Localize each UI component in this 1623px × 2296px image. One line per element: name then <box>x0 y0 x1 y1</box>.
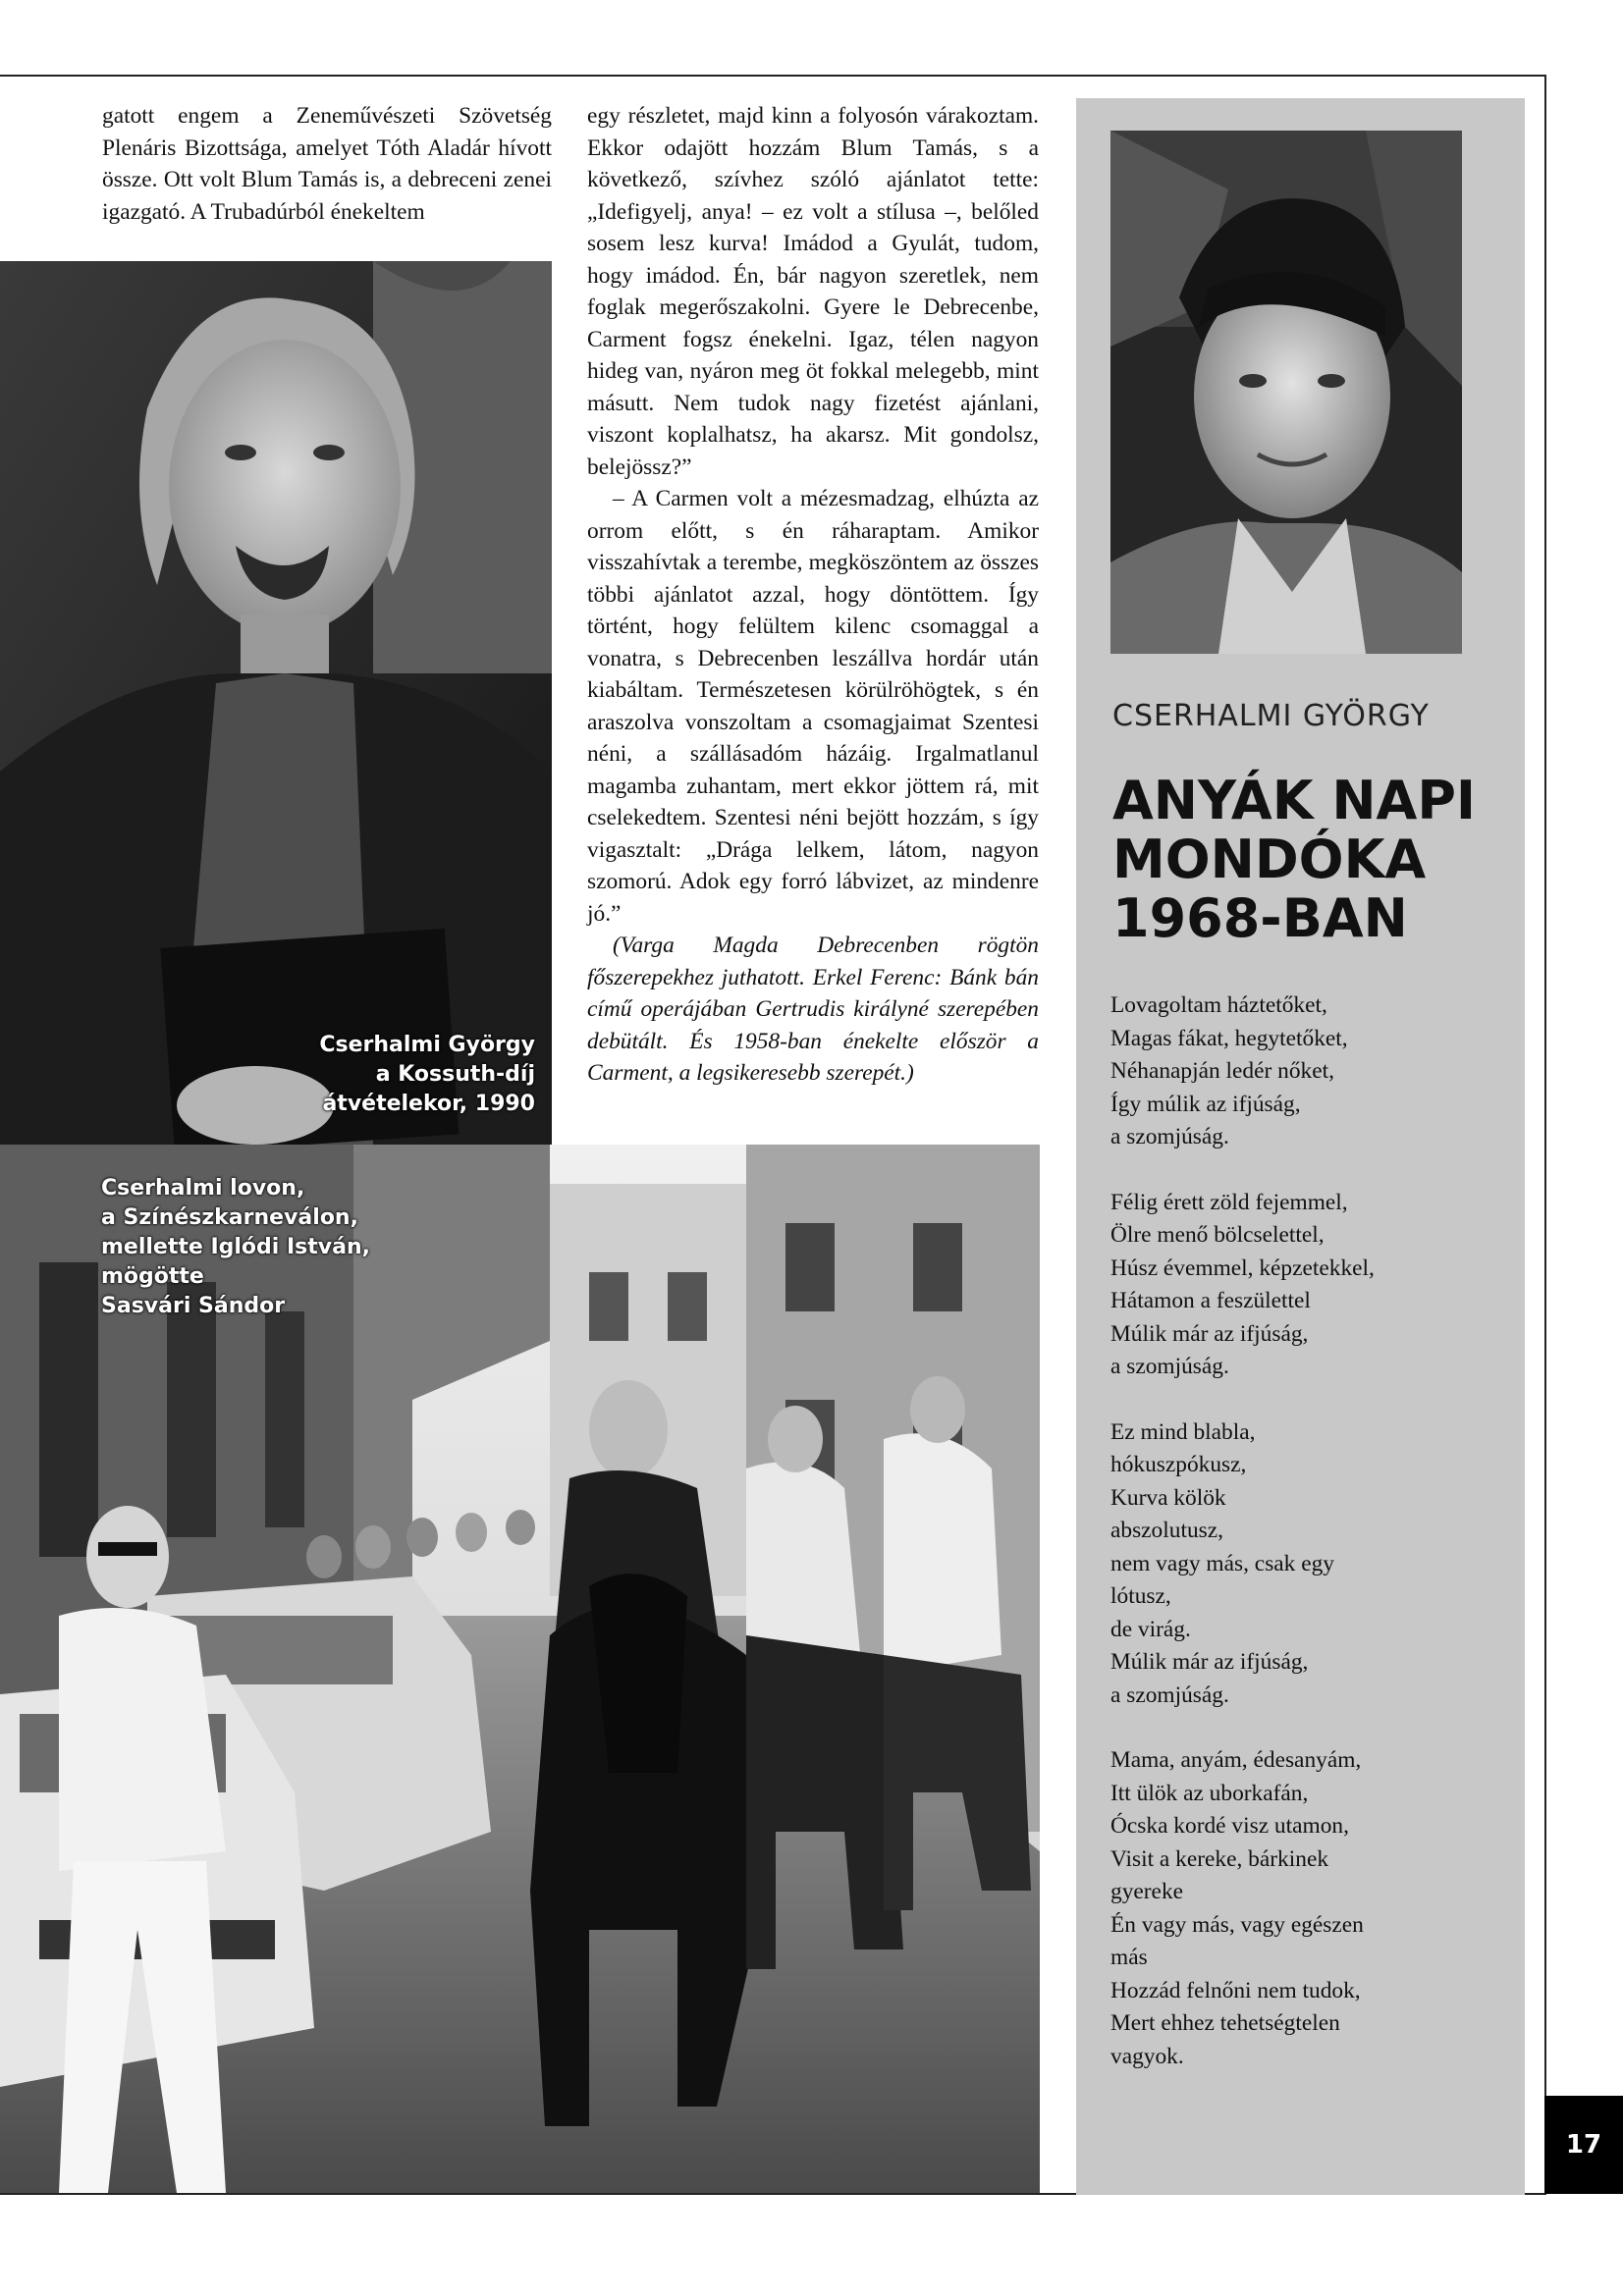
poem-line: Kurva kölök <box>1110 1484 1226 1511</box>
author-portrait <box>1110 131 1462 654</box>
column2-paragraph-1: egy részletet, majd kinn a folyosón várakoztam. Ekkor odajött hozzám Blum Tamás, s a következő, szívhez szóló ajánlatot tette: „Idefigyelj, anya! – ez volt a stílusa –, belőled sosem lesz kurva! Imádod a Gyulát, tudom, hogy imádod. Én, bár nagyon szeretlek, nem foglak megerőszakolni. Gyere le Debrecenbe, Carment fogsz énekelni. Igaz, télen nagyon hideg van, nyáron meg öt fokkal melegebb, mint másutt. Nem tudok nagy fizetést ajánlani, viszont koplalhatsz, ha akarsz. Mit gondolsz, belejössz?” <box>587 103 1039 480</box>
poem-line: abszolutusz, <box>1110 1518 1223 1543</box>
poem-line: más <box>1110 1945 1148 1970</box>
poem-title-line-1: ANYÁK NAPI <box>1112 770 1477 831</box>
caption-photo-1 <box>182 1031 535 1119</box>
poem-line: Ölre menő bölcselettel, <box>1110 1222 1325 1248</box>
poem-line: Magas fákat, hegytetőket, <box>1110 1025 1348 1051</box>
poem-stanza-3 <box>1110 1416 1484 1713</box>
poem-line: Így múlik az ifjúság, <box>1110 1091 1301 1117</box>
poem-line: Mama, anyám, édesanyám, <box>1110 1747 1362 1773</box>
poem-body <box>1110 989 1484 2106</box>
caption-photo-1-line-2: a Kossuth-díj <box>375 1062 535 1087</box>
poem-line: Én vagy más, vagy egészen <box>1110 1911 1364 1938</box>
poem-line: Ez mind blabla, <box>1110 1418 1256 1445</box>
poem-line: Itt ülök az uborkafán, <box>1110 1780 1309 1806</box>
poem-title <box>1112 772 1525 948</box>
poem-line: a szomjúság. <box>1110 1124 1229 1149</box>
column1-paragraph: gatott engem a Zeneművészeti Szövetség Plenáris Bizottsága, amelyet Tóth Aladár hívott össze. Ott volt Blum Tamás is, a debreceni zenei igazgató. A Trubadúrból énekeltem <box>102 103 552 225</box>
poem-line: Múlik már az ifjúság, <box>1110 1649 1309 1675</box>
caption-photo-2-line-2: a Színészkarneválon, <box>101 1205 358 1230</box>
poem-line: Múlik már az ifjúság, <box>1110 1320 1309 1347</box>
caption-photo-2-line-1: Cserhalmi lovon, <box>101 1176 305 1201</box>
photo-kossuth-award <box>0 261 552 1145</box>
caption-photo-1-line-3: átvételekor, 1990 <box>322 1092 535 1116</box>
caption-photo-2-line-4: mögötte <box>101 1264 204 1289</box>
poem-line: Visit a kereke, bárkinek <box>1110 1845 1329 1872</box>
article-column-2 <box>587 100 1039 1090</box>
poem-line: Néhanapján ledér nőket, <box>1110 1058 1334 1084</box>
poem-line: gyereke <box>1110 1879 1184 1904</box>
poem-stanza-1 <box>1110 989 1484 1154</box>
column2-paragraph-2: – A Carmen volt a mézesmadzag, elhúzta az orrom előtt, s én ráharaptam. Amikor visszahívtak a terembe, megköszöntem az összes többi ajánlatot azzal, hogy döntöttem. Így történt, hogy felültem kilenc csomaggal a vonatra, s Debrecenben leszállva hordár után kiabáltam. Természetesen körülröhögtek, s én araszolva vonszoltam a csomagjaimat Szentesi néni, a szállásadóm házáig. Irgalmatlanul magamba zuhantam, mert ekkor jöttem rá, mit cselekedtem. Szentesi néni bejött hozzám, s így vigasztalt: „Drága lelkem, látom, nagyon szomorú. Adok egy forró lábvizet, az mindenre jó.” <box>587 486 1039 927</box>
poem-line: Húsz évemmel, képzetekkel, <box>1110 1255 1375 1281</box>
author-name: CSERHALMI GYÖRGY <box>1112 699 1430 733</box>
poem-line: nem vagy más, csak egy <box>1110 1550 1334 1576</box>
poem-line: a szomjúság. <box>1110 1354 1229 1379</box>
caption-photo-1-line-1: Cserhalmi György <box>319 1033 535 1057</box>
caption-photo-2 <box>101 1174 455 1321</box>
poem-line: hókuszpókusz, <box>1110 1452 1247 1477</box>
poem-title-line-3: 1968-BAN <box>1112 887 1408 949</box>
caption-photo-2-line-5: Sasvári Sándor <box>101 1294 286 1318</box>
column2-editor-note: (Varga Magda Debrecenben rögtön főszerepekhez juthatott. Erkel Ferenc: Bánk bán című operájában Gertrudis királyné szerepében debütált. És 1958-ban énekelte először a Carment, a legsikeresebb szerepét.) <box>587 933 1039 1086</box>
page-number: 17 <box>1544 2096 1623 2194</box>
poem-line: a szomjúság. <box>1110 1682 1229 1708</box>
poem-line: Ócska kordé visz utamon, <box>1110 1813 1349 1839</box>
poem-line: vagyok. <box>1110 2043 1184 2069</box>
frame-right-rule <box>1544 75 1546 2195</box>
poem-stanza-2 <box>1110 1187 1484 1384</box>
poem-line: Mert ehhez tehetségtelen <box>1110 2010 1340 2036</box>
poem-line: lótusz, <box>1110 1583 1171 1609</box>
poem-line: de virág. <box>1110 1616 1191 1642</box>
poem-stanza-4 <box>1110 1744 1484 2073</box>
poem-line: Hozzád felnőni nem tudok, <box>1110 1977 1361 2003</box>
poem-line: Félig érett zöld fejemmel, <box>1110 1189 1348 1215</box>
frame-top-rule <box>0 75 1546 77</box>
caption-photo-2-line-3: mellette Iglódi István, <box>101 1235 371 1259</box>
poem-line: Hátamon a feszülettel <box>1110 1288 1311 1313</box>
article-column-1 <box>102 100 552 228</box>
poem-line: Lovagoltam háztetőket, <box>1110 992 1327 1018</box>
poem-title-line-2: MONDÓKA <box>1112 828 1427 890</box>
